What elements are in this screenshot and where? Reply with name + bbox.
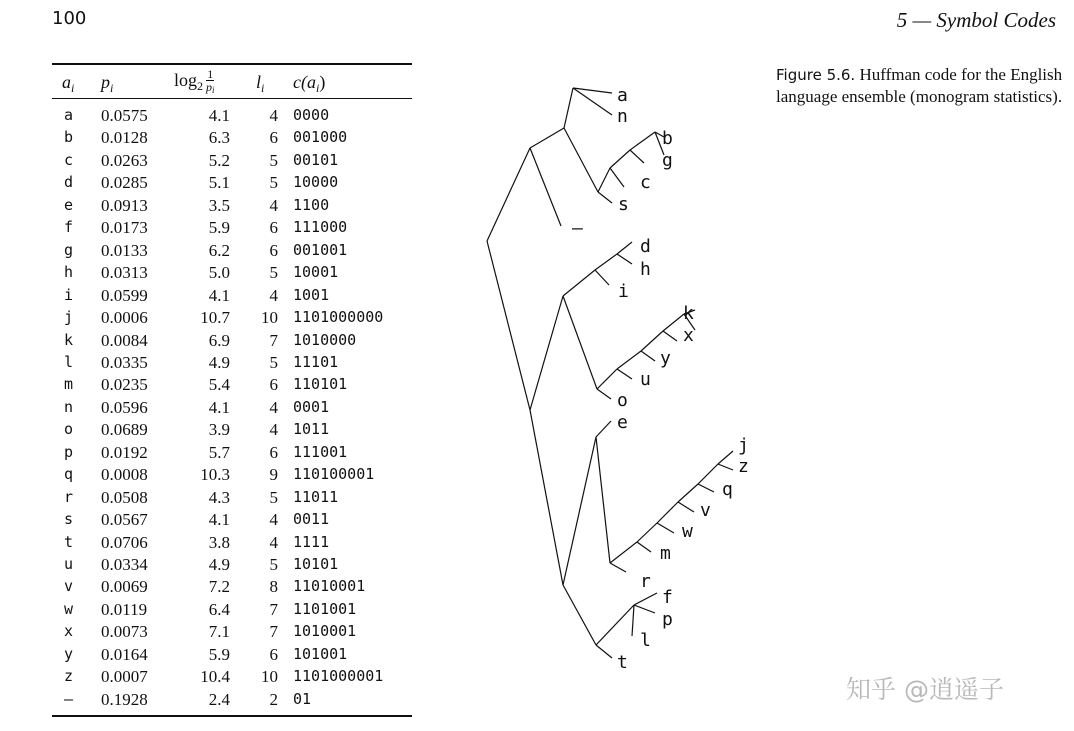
log-information-cell: 6.9: [208, 330, 230, 350]
length-cell: 6: [269, 240, 278, 260]
symbol-cell: w: [64, 599, 74, 618]
probability-cell: 0.0173: [101, 218, 148, 238]
length-cell: 6: [269, 128, 278, 148]
tree-leaf-label: b: [662, 128, 673, 149]
symbol-cell: e: [64, 195, 74, 214]
symbol-cell: u: [64, 555, 74, 573]
length-cell: 5: [269, 150, 278, 170]
log-information-cell: 7.1: [208, 622, 230, 642]
tree-edge: [530, 296, 563, 410]
tree-edge: [598, 168, 610, 192]
codeword-cell: 01: [293, 689, 312, 708]
probability-cell: 0.0575: [101, 106, 148, 125]
tree-edge: [637, 523, 657, 542]
column-header-length: $l_i$: [256, 72, 265, 95]
codeword-cell: 1101000001: [293, 667, 384, 686]
tree-leaf-label: f: [662, 587, 673, 608]
length-cell: 4: [269, 106, 278, 125]
length-cell: 7: [269, 330, 278, 350]
probability-cell: 0.0073: [101, 622, 148, 642]
tree-edge: [657, 502, 678, 523]
probability-cell: 0.0334: [101, 555, 148, 574]
length-cell: 5: [269, 352, 278, 372]
symbol-cell: x: [64, 622, 74, 641]
log-information-cell: 3.5: [208, 195, 230, 215]
tree-edge: [718, 464, 733, 470]
tree-edge: [657, 523, 674, 533]
tree-leaf-label: r: [640, 571, 651, 592]
symbol-cell: –: [64, 689, 74, 708]
tree-edge: [632, 605, 634, 636]
tree-edge: [698, 484, 714, 492]
tree-edge: [663, 314, 684, 331]
symbol-cell: g: [64, 240, 74, 259]
log-information-cell: 10.4: [200, 667, 230, 687]
tree-leaf-label: l: [640, 630, 651, 651]
codeword-cell: 1001: [293, 285, 330, 304]
symbol-cell: b: [64, 128, 74, 147]
codeword-cell: 001001: [293, 240, 348, 259]
codeword-cell: 111000: [293, 218, 348, 237]
tree-leaf-label: z: [738, 456, 749, 477]
tree-leaf-label: i: [618, 281, 629, 302]
codeword-cell: 110101: [293, 375, 348, 394]
codeword-cell: 101001: [293, 644, 348, 663]
codeword-cell: 11010001: [293, 577, 366, 596]
codeword-cell: 1101001: [293, 599, 357, 618]
log-information-cell: 5.1: [208, 173, 230, 193]
tree-leaf-label: q: [722, 479, 733, 500]
tree-edge: [617, 242, 632, 254]
symbol-cell: d: [64, 173, 74, 192]
probability-cell: 0.0133: [101, 240, 148, 260]
symbol-cell: l: [64, 352, 74, 371]
length-cell: 6: [269, 375, 278, 395]
tree-edge: [641, 351, 655, 361]
tree-edge: [596, 421, 611, 437]
tree-edge: [610, 168, 624, 187]
tree-leaf-label: v: [700, 500, 711, 521]
codeword-cell: 10101: [293, 555, 339, 573]
column-header-symbol: $a_i$: [62, 72, 75, 95]
codeword-cell: 11101: [293, 352, 339, 371]
symbol-cell: s: [64, 510, 74, 529]
column-header-codeword: $c(a_i)$: [293, 72, 326, 95]
symbol-cell: f: [64, 218, 74, 237]
length-cell: 4: [269, 285, 278, 305]
length-cell: 6: [269, 442, 278, 462]
tree-leaf-label: k: [683, 303, 694, 324]
tree-edge: [617, 351, 641, 369]
probability-cell: 0.1928: [101, 689, 148, 709]
symbol-cell: y: [64, 644, 74, 663]
log-information-cell: 5.9: [208, 218, 230, 238]
tree-edge: [530, 410, 563, 585]
probability-cell: 0.0263: [101, 150, 148, 170]
log-information-cell: 5.9: [208, 644, 230, 664]
symbol-cell: r: [64, 487, 74, 506]
log-information-cell: 6.4: [208, 599, 230, 619]
tree-leaf-label: p: [662, 609, 673, 630]
log-information-cell: 5.2: [208, 150, 230, 170]
figure-label: Figure 5.6.: [776, 66, 856, 84]
length-cell: 10: [261, 308, 278, 328]
probability-cell: 0.0689: [101, 420, 148, 440]
tree-edge: [597, 389, 611, 399]
tree-leaf-label: t: [617, 652, 628, 673]
tree-edge: [564, 128, 598, 192]
watermark: 知乎 @逍遥子: [846, 675, 1004, 704]
tree-edge: [630, 150, 644, 163]
symbol-cell: t: [64, 532, 74, 551]
length-cell: 8: [269, 577, 278, 597]
codeword-cell: 1101000000: [293, 308, 384, 327]
log-information-cell: 4.9: [208, 352, 230, 372]
tree-leaf-label: j: [738, 435, 749, 456]
tree-edge: [596, 605, 634, 645]
codeword-cell: 10000: [293, 173, 339, 192]
symbol-cell: o: [64, 420, 74, 439]
log-information-cell: 3.9: [208, 420, 230, 440]
symbol-cell: a: [64, 106, 74, 124]
probability-cell: 0.0008: [101, 465, 148, 485]
tree-leaf-label: e: [617, 412, 628, 433]
length-cell: 4: [269, 420, 278, 440]
codeword-cell: 111001: [293, 442, 348, 461]
tree-edge: [598, 192, 612, 203]
codeword-cell: 0000: [293, 106, 330, 124]
tree-edge: [630, 132, 655, 150]
column-header-log-information: $\log_2$ $\frac{1}{pi}$: [174, 67, 215, 95]
probability-cell: 0.0084: [101, 330, 148, 350]
tree-leaf-label: y: [660, 348, 671, 369]
length-cell: 9: [269, 465, 278, 485]
codeword-cell: 11011: [293, 487, 339, 506]
length-cell: 4: [269, 397, 278, 417]
length-cell: 4: [269, 510, 278, 530]
tree-edge: [595, 254, 617, 270]
tree-edge: [634, 593, 657, 605]
tree-edge: [563, 270, 595, 296]
tree-leaf-label: w: [682, 521, 693, 542]
length-cell: 5: [269, 487, 278, 507]
codeword-cell: 1010001: [293, 622, 357, 641]
length-cell: 2: [269, 689, 278, 709]
tree-edge: [564, 88, 573, 128]
tree-leaf-label: g: [662, 150, 673, 171]
tree-edge: [595, 270, 609, 285]
tree-edge: [617, 369, 632, 379]
log-information-cell: 7.2: [208, 577, 230, 597]
probability-cell: 0.0508: [101, 487, 148, 507]
codeword-cell: 110100001: [293, 465, 375, 484]
tree-edge: [678, 484, 698, 502]
tree-edge: [487, 241, 530, 410]
probability-cell: 0.0128: [101, 128, 148, 148]
log-information-cell: 6.2: [208, 240, 230, 260]
tree-leaf-label: –: [572, 218, 583, 239]
tree-edge: [597, 369, 617, 389]
log-information-cell: 5.0: [208, 263, 230, 283]
log-information-cell: 4.1: [208, 106, 230, 125]
tree-edge: [637, 542, 651, 552]
codeword-cell: 00101: [293, 150, 339, 169]
tree-leaf-label: m: [660, 543, 671, 564]
probability-cell: 0.0706: [101, 532, 148, 552]
tree-leaf-label: c: [640, 172, 651, 193]
tree-edge: [530, 128, 564, 148]
length-cell: 4: [269, 195, 278, 215]
symbol-cell: m: [64, 375, 74, 394]
tree-leaf-label: a: [617, 85, 628, 106]
tree-edge: [487, 148, 530, 241]
length-cell: 7: [269, 599, 278, 619]
tree-leaf-label: n: [617, 106, 628, 127]
probability-cell: 0.0069: [101, 577, 148, 597]
tree-edge: [718, 451, 733, 464]
symbol-cell: p: [64, 442, 74, 461]
tree-leaf-label: o: [617, 390, 628, 411]
probability-cell: 0.0285: [101, 173, 148, 193]
tree-edge: [596, 645, 612, 658]
length-cell: 5: [269, 173, 278, 193]
tree-edge: [596, 437, 610, 563]
figure-caption-text: Huffman code for the English language ensemble (monogram statistics).: [776, 65, 1063, 106]
log-information-cell: 3.8: [208, 532, 230, 552]
column-header-probability: $p_i$: [101, 72, 114, 95]
tree-edge: [678, 502, 694, 512]
tree-leaf-label: h: [640, 259, 651, 280]
tree-edge: [610, 563, 626, 572]
log-information-cell: 4.1: [208, 285, 230, 305]
probability-cell: 0.0164: [101, 644, 148, 664]
log-information-cell: 10.7: [200, 308, 230, 328]
tree-edge: [698, 464, 718, 484]
codeword-cell: 001000: [293, 128, 348, 147]
codeword-cell: 10001: [293, 263, 339, 282]
tree-edge: [610, 150, 630, 168]
probability-cell: 0.0192: [101, 442, 148, 462]
log-information-cell: 6.3: [208, 128, 230, 148]
codeword-cell: 1010000: [293, 330, 357, 349]
probability-cell: 0.0335: [101, 352, 148, 372]
tree-leaf-label: d: [640, 236, 651, 257]
tree-edge: [610, 542, 637, 563]
tree-edge: [563, 437, 596, 585]
tree-leaf-label: u: [640, 369, 651, 390]
probability-cell: 0.0599: [101, 285, 148, 305]
tree-edge: [563, 296, 597, 389]
symbol-cell: c: [64, 150, 74, 169]
log-information-cell: 4.3: [208, 487, 230, 507]
probability-cell: 0.0119: [101, 599, 148, 619]
length-cell: 5: [269, 555, 278, 574]
symbol-cell: q: [64, 465, 74, 484]
codeword-cell: 0001: [293, 397, 330, 416]
log-information-cell: 2.4: [208, 689, 230, 709]
log-information-cell: 10.3: [200, 465, 230, 485]
symbol-cell: n: [64, 397, 74, 416]
length-cell: 6: [269, 644, 278, 664]
length-cell: 4: [269, 532, 278, 552]
probability-cell: 0.0313: [101, 263, 148, 283]
symbol-cell: z: [64, 667, 74, 686]
probability-cell: 0.0007: [101, 667, 148, 687]
probability-cell: 0.0913: [101, 195, 148, 215]
tree-leaf-label: x: [683, 325, 694, 346]
probability-cell: 0.0235: [101, 375, 148, 395]
log-information-cell: 5.7: [208, 442, 230, 462]
length-cell: 10: [261, 667, 278, 687]
probability-cell: 0.0006: [101, 308, 148, 328]
symbol-cell: v: [64, 577, 74, 596]
tree-edge: [563, 585, 596, 645]
length-cell: 6: [269, 218, 278, 238]
length-cell: 7: [269, 622, 278, 642]
tree-edge: [530, 148, 561, 226]
probability-cell: 0.0596: [101, 397, 148, 417]
tree-leaf-label: s: [618, 194, 629, 215]
page-number: 100: [52, 8, 87, 29]
codeword-cell: 1011: [293, 420, 330, 439]
codeword-cell: 0011: [293, 510, 330, 529]
log-information-cell: 4.1: [208, 397, 230, 417]
symbol-cell: k: [64, 330, 74, 349]
log-information-cell: 4.9: [208, 555, 230, 574]
log-information-cell: 4.1: [208, 510, 230, 530]
codeword-cell: 1111: [293, 532, 330, 551]
symbol-cell: h: [64, 263, 74, 282]
tree-edge: [617, 254, 632, 264]
running-title: 5 — Symbol Codes: [896, 8, 1056, 32]
symbol-cell: i: [64, 285, 74, 304]
codeword-cell: 1100: [293, 195, 330, 214]
tree-edge: [663, 331, 677, 341]
tree-edge: [634, 605, 655, 613]
log-information-cell: 5.4: [208, 375, 230, 395]
probability-cell: 0.0567: [101, 510, 148, 530]
symbol-cell: j: [64, 308, 74, 327]
length-cell: 5: [269, 263, 278, 283]
